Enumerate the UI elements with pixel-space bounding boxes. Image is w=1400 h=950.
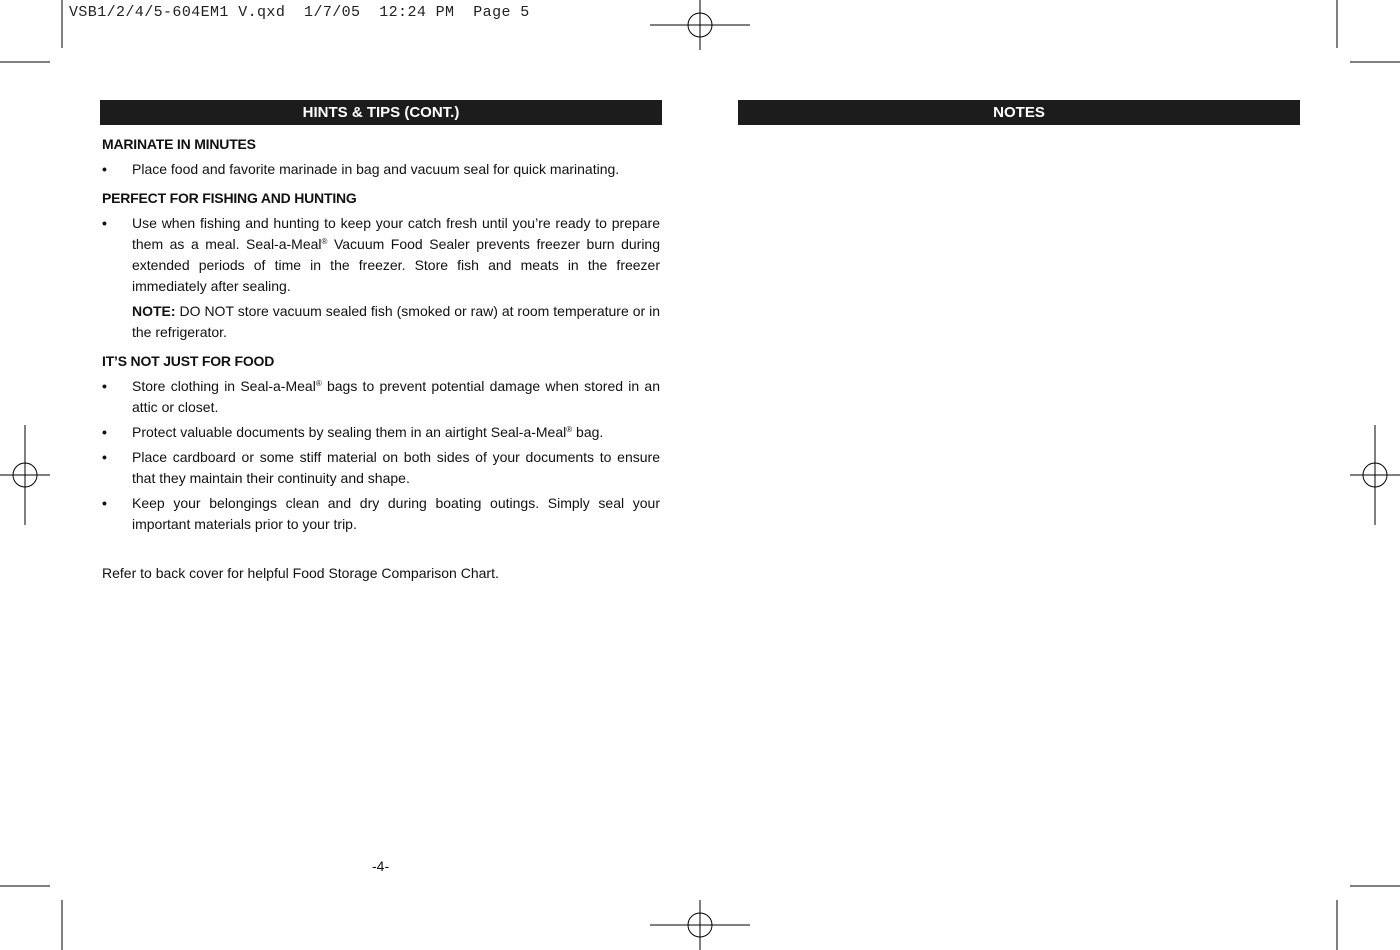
bullet-text: Keep your belongings clean and dry during boating outings. Simply seal your important materials prior to your trip. bbox=[132, 495, 660, 532]
list-item bbox=[102, 422, 660, 443]
bullet-text: Protect valuable documents by sealing them in an airtight Seal-a-Meal® bag. bbox=[132, 424, 604, 440]
file-slug-line: VSB1/2/4/5-604EM1 V.qxd 1/7/05 12:24 PM Page 5 bbox=[69, 4, 530, 21]
registered-mark: ® bbox=[321, 237, 328, 246]
bullet-icon: • bbox=[102, 378, 107, 394]
list-item bbox=[102, 447, 660, 489]
section-header-bar: HINTS & TIPS (CONT.) bbox=[100, 100, 662, 125]
section-heading-not-just-food: IT’S NOT JUST FOR FOOD bbox=[102, 353, 275, 369]
bullet-list-fishing-hunting bbox=[102, 213, 660, 297]
bullet-text: Place food and favorite marinade in bag and vacuum seal for quick marinating. bbox=[132, 161, 620, 177]
bullet-list-marinate bbox=[102, 159, 660, 180]
notes-page bbox=[738, 100, 1300, 125]
bullet-text: Store clothing in Seal-a-Meal® bags to prevent potential damage when stored in an attic or closet. bbox=[132, 378, 660, 415]
bullet-icon: • bbox=[102, 495, 107, 511]
hints-tips-page bbox=[100, 100, 662, 584]
page-number: -4- bbox=[372, 858, 390, 874]
bullet-text: Use when fishing and hunting to keep your catch fresh until you’re ready to prepare them as a meal. Seal-a-Meal® Vacuum Food Sealer prevents freezer burn during extended periods of time in the freezer. Store fish and meats in the freezer immediately after sealing. bbox=[132, 215, 660, 294]
notes-header-bar: NOTES bbox=[738, 100, 1300, 125]
list-item bbox=[102, 159, 660, 180]
registered-mark: ® bbox=[566, 425, 573, 434]
bullet-icon: • bbox=[102, 215, 107, 231]
note-label: NOTE: bbox=[132, 303, 176, 319]
section-heading-marinate: MARINATE IN MINUTES bbox=[102, 136, 256, 152]
bullet-icon: • bbox=[102, 449, 107, 465]
list-item bbox=[102, 213, 660, 297]
warning-note bbox=[102, 301, 660, 343]
bullet-icon: • bbox=[102, 161, 107, 177]
list-item bbox=[102, 493, 660, 535]
section-heading-fishing-hunting: PERFECT FOR FISHING AND HUNTING bbox=[102, 190, 357, 206]
bullet-list-not-just-food bbox=[102, 376, 660, 535]
hints-content bbox=[100, 134, 662, 584]
registered-mark: ® bbox=[315, 379, 322, 388]
note-text: DO NOT store vacuum sealed fish (smoked or raw) at room temperature or in the refrigerator. bbox=[132, 303, 660, 340]
bullet-icon: • bbox=[102, 424, 107, 440]
refer-note: Refer to back cover for helpful Food Storage Comparison Chart. bbox=[102, 565, 499, 581]
bullet-text: Place cardboard or some stiff material on both sides of your documents to ensure that they maintain their continuity and shape. bbox=[132, 449, 660, 486]
list-item bbox=[102, 376, 660, 418]
